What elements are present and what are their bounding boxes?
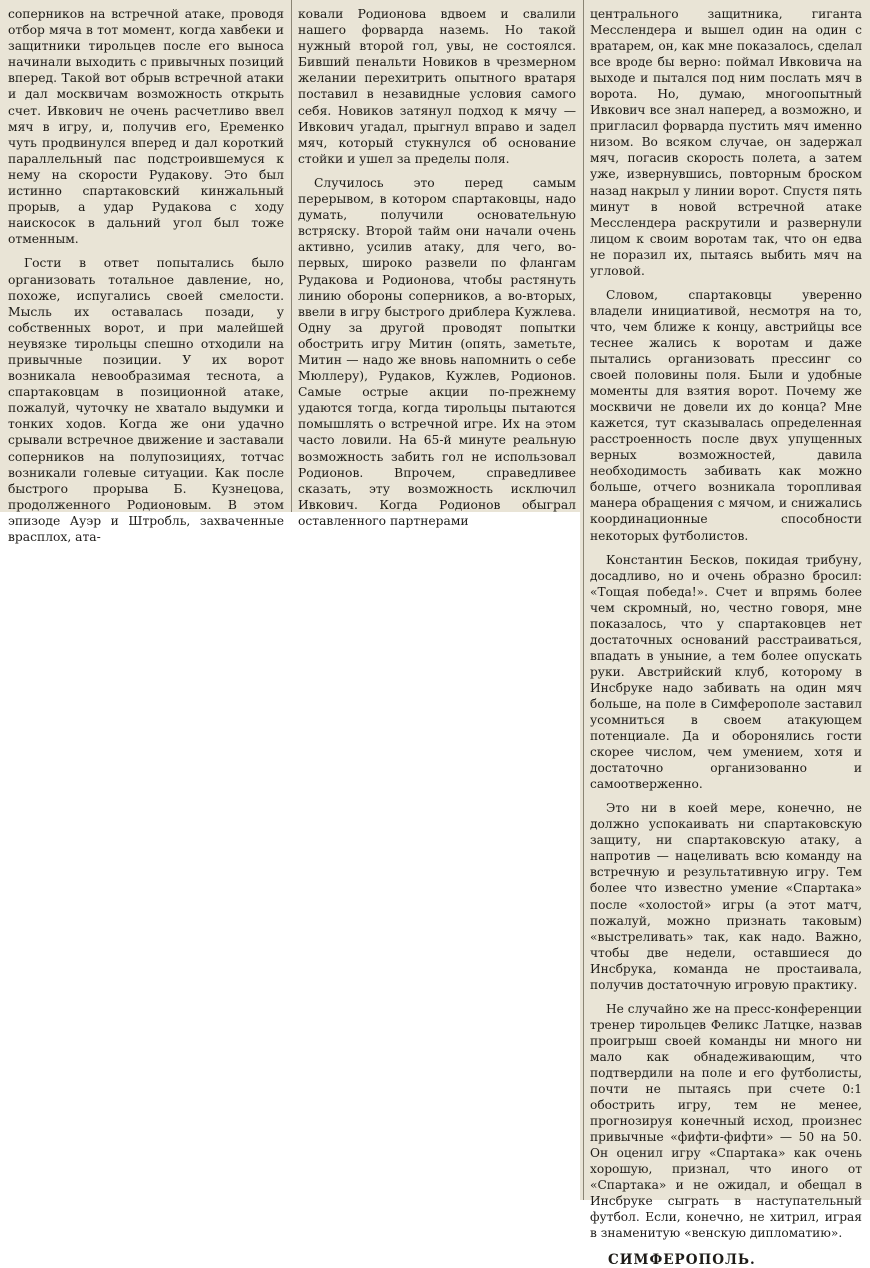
paragraph: ковали Родионова вдвоем и свалили нашего форварда наземь. Но такой нужный второй гол, увы, не состоялся. Бивший пенальти Новиков в чрезмерном желании перехитрить опытного вратаря поставил в незавидные условия самого себя. Новиков затянул подход к мячу — Ивкович угадал, прыгнул вправо и задел мяч, который стукнулся об основание стойки и ушел за пределы поля. [298, 7, 576, 166]
column-divider [583, 0, 584, 1200]
paragraph: Гости в ответ попытались было организовать тотальное давление, но, похоже, испугались своей смелости. Мысль их оставалась позади, у собственных ворот, и при малейшей неувязке тирольцы спешно отходили на привычные позиции. У их ворот возникала невообразимая теснота, а спартаковцам в позиционной атаке, пожалуй, чуточку не хватало выдумки и тонких ходов. Когда же они удачно срывали встречное движение и заставали соперников на полупозициях, тотчас возникали голевые ситуации. Как после быстрого прорыва Б. Кузнецова, продолженного Родионовым. В этом эпизоде Ауэр и Штробль, захваченные врасплох, ата- [8, 256, 284, 544]
paragraph: Словом, спартаковцы уверенно владели инициативой, несмотря на то, что, чем ближе к концу, австрийцы все теснее жались к воротам и даже пытались организовать прессинг со своей половины поля. Были и удобные моменты для взятия ворот. Почему же москвичи не довели их до конца? Мне кажется, тут сказывалась определенная расстроенность после двух упущенных верных возможностей, давила необходимость забивать как можно больше, отчего возникала торопливая манера обращения с мячом, и снижались координационные способности некоторых футболистов. [590, 287, 862, 543]
dateline-signature: СИМФЕРОПОЛЬ. [608, 1251, 756, 1268]
paragraph: Это ни в коей мере, конечно, не должно успокаивать ни спартаковскую защиту, ни спартаковскую атаку, а напротив — нацеливать всю команду на встречную и результативную игру. Тем более что известно умение «Спартака» после «холостой» игры (а этот матч, пожалуй, можно признать таковым) «выстреливать» так, как надо. Важно, чтобы две недели, оставшиеся до Инсбрука, команда не простаивала, получив достаточную игровую практику. [590, 801, 862, 992]
column-divider [291, 0, 292, 512]
paragraph: Константин Бесков, покидая трибуну, досадливо, но и очень образно бросил: «Тощая победа!». Счет и впрямь более чем скромный, но, честно говоря, мне показалось, что у спартаковцев нет достаточных оснований расстраиваться, впадать в уныние, а тем более опускать руки. Австрийский клуб, которому в Инсбруке надо забивать на один мяч больше, на поле в Симферополе заставил усомниться в своем атакующем потенциале. Да и оборонялись гости скорее числом, чем умением, хотя и достаточно организованно и самоотверженно. [590, 552, 862, 792]
paragraph: Не случайно же на пресс-конференции тренер тирольцев Феликс Латцке, назвав проигрыш своей команды ни много ни мало как обнадеживающим, что подтвердили на поле и его футболисты, почти не пытаясь при счете 0:1 обострить игру, тем не менее, прогнозируя конечный исход, произнес привычные «фифти-фифти» — 50 на 50. Он оценил игру «Спартака» как очень хорошую, признал, что иного от «Спартака» и не ожидал, и обещал в Инсбруке сыграть в наступательный футбол. Если, конечно, не хитрил, играя в знаменитую «венскую дипломатию». [590, 1001, 862, 1241]
article-column-3 [590, 6, 862, 1268]
paragraph: Случилось это перед самым перерывом, в котором спартаковцы, надо думать, получили основательную встряску. Второй тайм они начали очень активно, усилив атаку, для чего, во-первых, широко развели по флангам Рудакова и Родионова, чтобы растянуть линию обороны соперников, а во-вторых, ввели в игру быстрого дриблера Кужлева. Одну за другой проводят попытки обострить игру Митин (опять, заметьте, Митин — надо же вновь напомнить о себе Мюллеру), Рудаков, Кужлев, Родионов. Самые острые акции по-прежнему удаются тогда, когда тирольцы пытаются помышлять о встречной игре. Их на этом часто ловили. На 65-й минуте реальную возможность забить гол не использовал Родионов. Впрочем, справедливее сказать, эту возможность исключил Ивкович. Когда Родионов обыграл оставленного партнерами [298, 175, 576, 528]
article-column-1 [8, 6, 284, 544]
paragraph: центрального защитника, гиганта Месслендера и вышел один на один с вратарем, он, как мне показалось, сделал все вроде бы верно: поймал Ивковича на выходе и пытался под ним послать мяч в ворота. Но, думаю, многоопытный Ивкович все знал наперед, а возможно, и пригласил форварда пустить мяч именно низом. Во всяком случае, он задержал мяч, погасив скорость полета, а затем уже, извернувшись, повторным броском назад накрыл у линии ворот. Спустя пять минут в новой встречной атаке Месслендера раскрутили и развернули лицом к своим воротам так, что он едва не поразил их, пытаясь выбить мяч на угловой. [590, 7, 862, 278]
article-column-2 [298, 6, 576, 528]
paragraph: соперников на встречной атаке, проводя отбор мяча в тот момент, когда хавбеки и защитники тирольцев после его выноса начинали выходить с привычных позиций вперед. Такой вот обрыв встречной атаки и дал москвичам возможность открыть счет. Ивкович не очень расчетливо ввел мяч в игру, и, получив его, Еременко чуть продвинулся вперед и дал короткий параллельный пас подстроившемуся к нему на скорости Рудакову. Это был истинно спартаковский кинжальный прорыв, а удар Рудакова с ходу наискосок в дальний угол был тоже отменным. [8, 7, 284, 247]
